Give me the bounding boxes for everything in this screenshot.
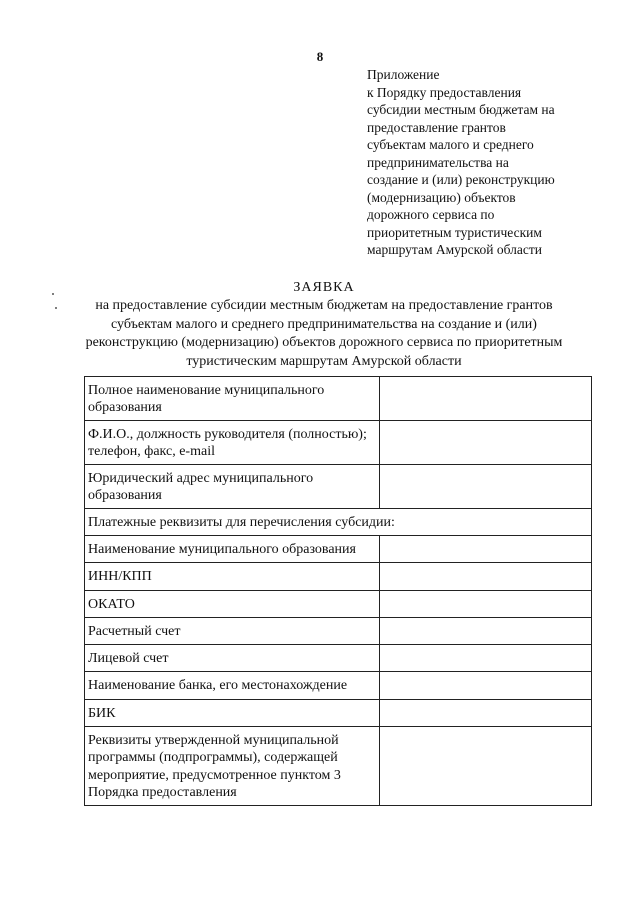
- scan-speck: [52, 293, 54, 295]
- application-form-table: [84, 376, 592, 806]
- section-header-payment-details: Платежные реквизиты для перечисления субсидии:: [85, 509, 592, 536]
- field-label-legal-address: [85, 465, 380, 509]
- appendix-line: к Порядку предоставления: [367, 84, 522, 100]
- label-line: Расчетный счет: [88, 623, 181, 639]
- table-row: [85, 465, 592, 509]
- table-row: [85, 377, 592, 421]
- label-line: Ф.И.О., должность руководителя (полностью);: [88, 426, 367, 442]
- table-row: [85, 618, 592, 645]
- field-value-inn-kpp[interactable]: [380, 563, 592, 591]
- document-title: [60, 279, 588, 371]
- label-line: образования: [88, 488, 162, 503]
- field-value-bank-name[interactable]: [380, 672, 592, 700]
- label-line: Реквизиты утвержденной муниципальной: [88, 732, 339, 748]
- appendix-line: приоритетным туристическим: [367, 224, 542, 240]
- label-line: Наименование муниципального образования: [88, 541, 356, 557]
- field-label-settlement-account: [85, 618, 380, 645]
- field-label-municipality-name: [85, 536, 380, 563]
- table-row: [85, 421, 592, 465]
- title-subtitle-line: реконструкцию (модернизацию) объектов дорожного сервиса по приоритетным: [85, 335, 563, 350]
- field-label-full-municipality-name: [85, 377, 380, 421]
- title-main: ЗАЯВКА: [293, 280, 355, 295]
- table-row: [85, 700, 592, 727]
- label-line: ИНН/КПП: [88, 569, 152, 585]
- label-line: программы (подпрограммы), содержащей: [88, 750, 338, 765]
- table-row: [85, 563, 592, 591]
- field-value-legal-address[interactable]: [380, 465, 592, 509]
- label-line: ОКАТО: [88, 596, 135, 612]
- appendix-line: (модернизацию) объектов: [367, 189, 516, 205]
- label-line: телефон, факс, e-mail: [88, 444, 215, 459]
- label-line: Лицевой счет: [88, 650, 169, 666]
- field-value-personal-account[interactable]: [380, 645, 592, 672]
- field-value-settlement-account[interactable]: [380, 618, 592, 645]
- field-value-program-details[interactable]: [380, 727, 592, 806]
- table-row: [85, 509, 592, 536]
- field-label-program-details: [85, 727, 380, 806]
- appendix-line: маршрутам Амурской области: [367, 242, 543, 257]
- field-value-municipality-name[interactable]: [380, 536, 592, 563]
- label-line: Полное наименование муниципального: [88, 382, 325, 398]
- appendix-line: Приложение: [367, 67, 440, 82]
- appendix-line: субсидии местным бюджетам на: [367, 102, 555, 117]
- title-subtitle-line: субъектам малого и среднего предпринимательства на создание и (или): [111, 316, 537, 332]
- scan-speck: [55, 307, 57, 309]
- table-row: [85, 645, 592, 672]
- field-value-head-contacts[interactable]: [380, 421, 592, 465]
- title-subtitle-line: туристическим маршрутам Амурской области: [186, 353, 462, 369]
- field-value-okato[interactable]: [380, 591, 592, 618]
- field-label-okato: [85, 591, 380, 618]
- appendix-line: субъектам малого и среднего: [367, 137, 534, 152]
- field-label-bank-name: [85, 672, 380, 700]
- table-row: [85, 591, 592, 618]
- appendix-line: предоставление грантов: [367, 119, 506, 135]
- appendix-line: дорожного сервиса по: [367, 207, 495, 222]
- label-line: Наименование банка, его местонахождение: [88, 678, 348, 694]
- title-subtitle-line: на предоставление субсидии местным бюджетам на предоставление грантов: [95, 298, 553, 313]
- label-line: мероприятие, предусмотренное пунктом 3: [88, 767, 341, 783]
- field-label-head-contacts: [85, 421, 380, 465]
- field-value-bik[interactable]: [380, 700, 592, 727]
- appendix-line: предпринимательства на: [367, 154, 509, 170]
- label-line: Порядка предоставления: [88, 785, 237, 800]
- table-row: [85, 536, 592, 563]
- field-label-inn-kpp: [85, 563, 380, 591]
- field-value-full-municipality-name[interactable]: [380, 377, 592, 421]
- appendix-line: создание и (или) реконструкцию: [367, 172, 555, 187]
- label-line: образования: [88, 400, 162, 415]
- appendix-note: [367, 66, 627, 259]
- table-row: [85, 727, 592, 806]
- page-number: 8: [316, 49, 324, 64]
- label-line: БИК: [88, 705, 116, 721]
- field-label-personal-account: [85, 645, 380, 672]
- field-label-bik: [85, 700, 380, 727]
- label-line: Юридический адрес муниципального: [88, 470, 314, 486]
- table-row: [85, 672, 592, 700]
